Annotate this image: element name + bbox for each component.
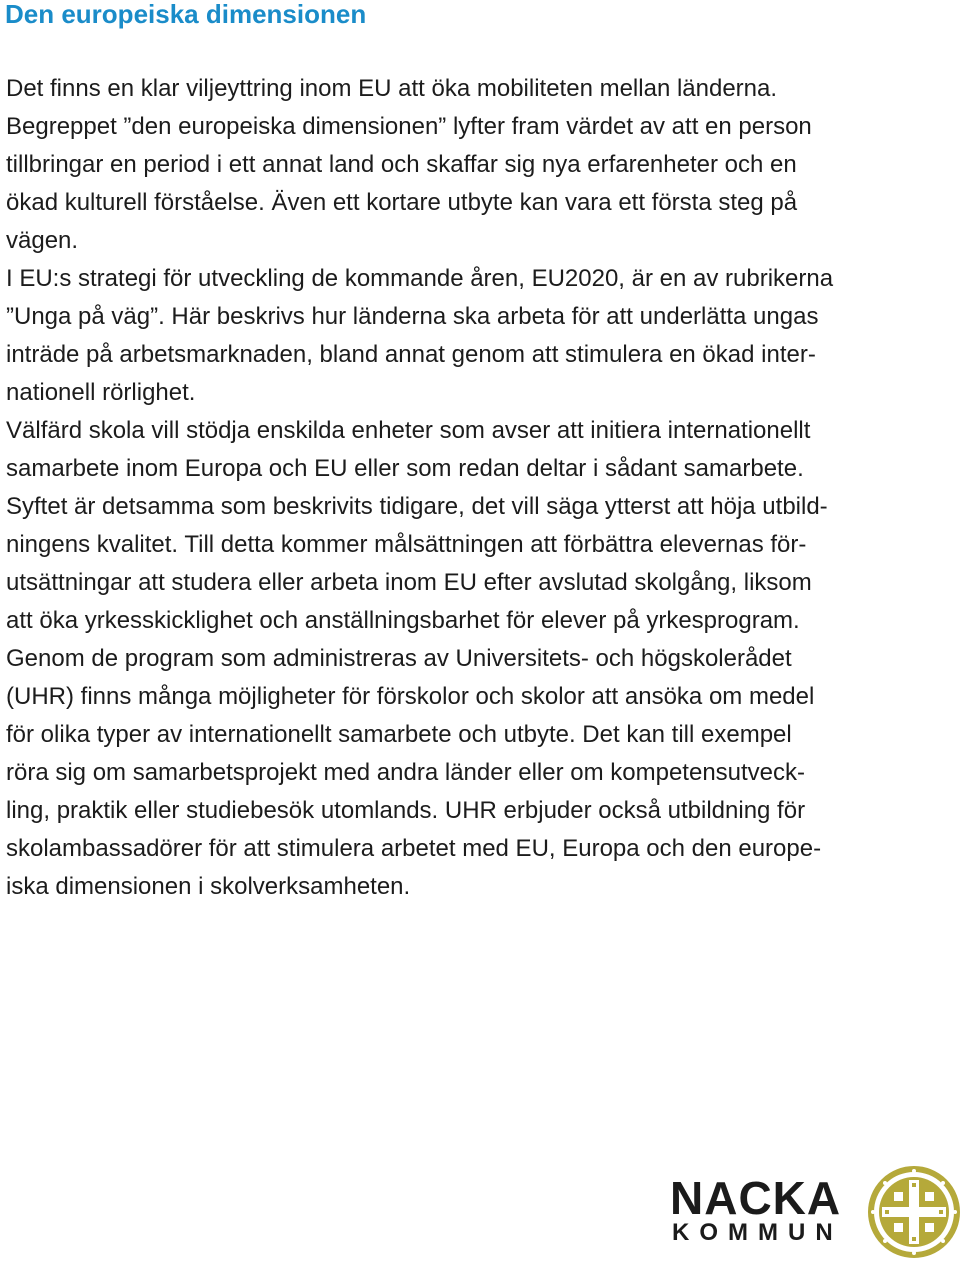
text-line: I EU:s strategi för utveckling de kommande åren, EU2020, är en av rubrikerna bbox=[6, 265, 834, 292]
logo-text-kommun: KOMMUN bbox=[672, 1219, 843, 1246]
text-line: vägen. bbox=[6, 227, 79, 254]
text-line: (UHR) finns många möjligheter för förskolor och skolor att ansöka om medel bbox=[6, 683, 815, 710]
text-line: samarbete inom Europa och EU eller som redan deltar i sådant samarbete. bbox=[6, 455, 804, 482]
text-line: Välfärd skola vill stödja enskilda enheter som avser att initiera internationellt bbox=[6, 417, 811, 444]
page-title: Den europeiska dimensionen bbox=[5, 0, 367, 29]
nacka-kommun-logo bbox=[668, 1163, 960, 1263]
text-line: skolambassadörer för att stimulera arbetet med EU, Europa och den europe- bbox=[6, 835, 822, 862]
text-line: ökad kulturell förståelse. Även ett kortare utbyte kan vara ett första steg på bbox=[6, 189, 798, 216]
text-line: iska dimensionen i skolverksamheten. bbox=[6, 873, 411, 900]
text-line: Syftet är detsamma som beskrivits tidigare, det vill säga ytterst att höja utbild- bbox=[6, 493, 828, 520]
text-line: utsättningar att studera eller arbeta inom EU efter avslutad skolgång, liksom bbox=[6, 569, 812, 596]
text-line: Genom de program som administreras av Universitets- och högskolerådet bbox=[6, 645, 792, 672]
text-line: ling, praktik eller studiebesök utomlands. UHR erbjuder också utbildning för bbox=[6, 797, 806, 824]
logo-text-nacka: NACKA bbox=[670, 1172, 842, 1224]
text-line: inträde på arbetsmarknaden, bland annat genom att stimulera en ökad inter- bbox=[6, 341, 816, 368]
text-line: röra sig om samarbetsprojekt med andra länder eller om kompetensutveck- bbox=[6, 759, 806, 786]
text-line: att öka yrkesskicklighet och anställningsbarhet för elever på yrkesprogram. bbox=[6, 607, 800, 634]
text-line: Begreppet ”den europeiska dimensionen” lyfter fram värdet av att en person bbox=[6, 113, 812, 140]
text-line: för olika typer av internationellt samarbete och utbyte. Det kan till exempel bbox=[6, 721, 792, 748]
text-line: tillbringar en period i ett annat land och skaffar sig nya erfarenheter och en bbox=[6, 151, 797, 178]
nacka-emblem-icon bbox=[868, 1166, 960, 1258]
text-line: ”Unga på väg”. Här beskrivs hur länderna ska arbeta för att underlätta ungas bbox=[6, 303, 819, 330]
text-line: Det finns en klar viljeyttring inom EU att öka mobiliteten mellan länderna. bbox=[6, 75, 778, 102]
text-line: ningens kvalitet. Till detta kommer målsättningen att förbättra elevernas för- bbox=[6, 531, 807, 558]
body-text bbox=[6, 70, 956, 906]
text-line: nationell rörlighet. bbox=[6, 379, 196, 406]
